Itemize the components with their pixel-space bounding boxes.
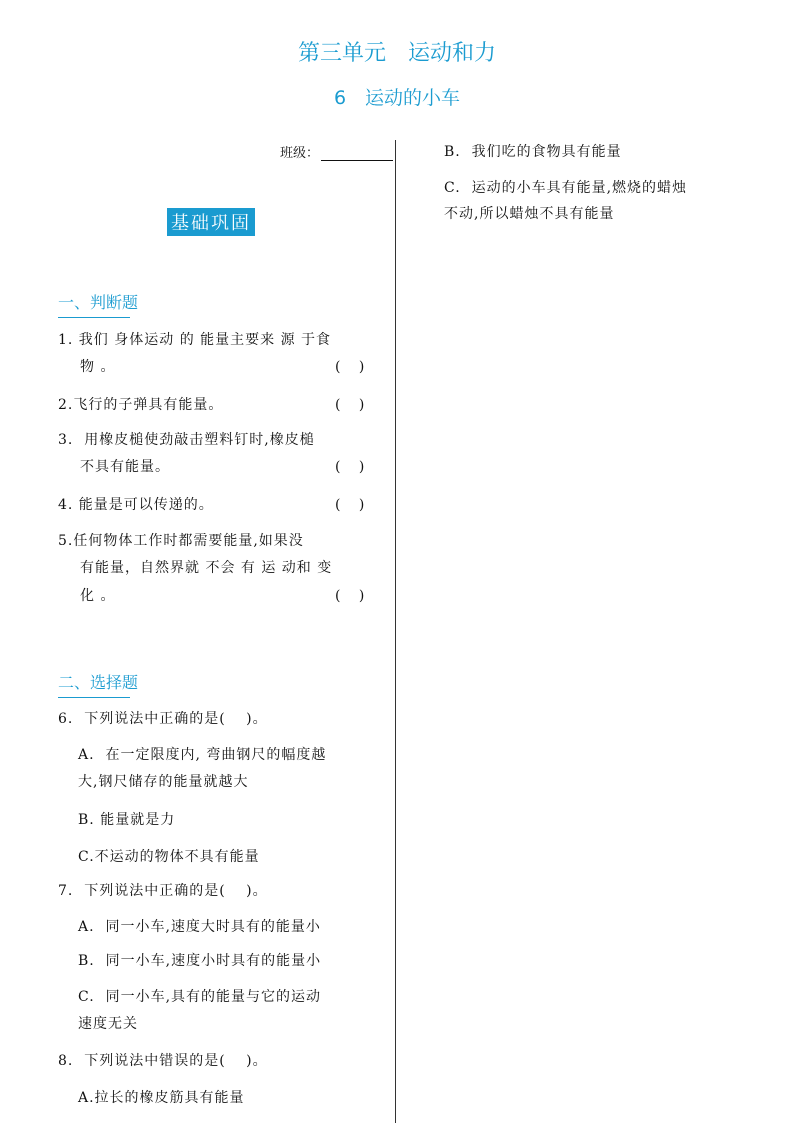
unit-title: 第三单元 运动和力 [297, 41, 496, 66]
q3-answer-paren[interactable]: ( ) [335, 459, 365, 475]
q3-line2: 不具有能量。 [80, 459, 170, 475]
q1-answer-paren[interactable]: ( ) [335, 359, 365, 375]
q6-option-a-line1[interactable]: A. 在一定限度内, 弯曲钢尺的幅度越 [78, 747, 327, 763]
q5-line2: 有能量，自然界就 不会 有 运 动和 变 [80, 560, 333, 576]
q5-answer-paren[interactable]: ( ) [335, 588, 365, 604]
q6-option-c[interactable]: C.不运动的物体不具有能量 [78, 849, 260, 865]
lesson-title: 6 运动的小车 [333, 87, 461, 109]
section-banner: 基础巩固 [167, 208, 255, 236]
q1-line2: 物 。 [80, 359, 116, 375]
q7-option-b[interactable]: B. 同一小车,速度小时具有的能量小 [78, 953, 322, 969]
q5-line3: 化 。 [80, 588, 116, 604]
q7-option-a[interactable]: A. 同一小车,速度大时具有的能量小 [78, 919, 321, 935]
q2-answer-paren[interactable]: ( ) [335, 397, 365, 413]
q4-text: 4. 能量是可以传递的。 [58, 497, 214, 513]
judge-heading: 一、判断题 [58, 290, 138, 313]
choice-heading: 二、选择题 [58, 670, 138, 693]
q8-option-b[interactable]: B. 我们吃的食物具有能量 [444, 144, 622, 160]
q2-text: 2.飞行的子弹具有能量。 [58, 397, 224, 413]
column-divider [395, 140, 396, 1123]
q8-option-a[interactable]: A.拉长的橡皮筋具有能量 [78, 1090, 245, 1106]
q4-answer-paren[interactable]: ( ) [335, 497, 365, 513]
q8-option-c-line2[interactable]: 不动,所以蜡烛不具有能量 [444, 206, 615, 222]
q8-text: 8. 下列说法中错误的是( )。 [58, 1053, 268, 1069]
q6-text: 6. 下列说法中正确的是( )。 [58, 711, 268, 727]
q7-text: 7. 下列说法中正确的是( )。 [58, 883, 268, 899]
class-blank[interactable] [321, 146, 393, 161]
q7-option-c-line1[interactable]: C. 同一小车,具有的能量与它的运动 [78, 989, 322, 1005]
q1-line1: 1. 我们 身体运动 的 能量主要来 源 于食 [58, 332, 332, 348]
q6-option-a-line2[interactable]: 大,钢尺储存的能量就越大 [78, 774, 249, 790]
class-label: 班级： [280, 146, 320, 161]
q6-option-b[interactable]: B. 能量就是力 [78, 812, 176, 828]
q3-line1: 3. 用橡皮槌使劲敲击塑料钉时,橡皮槌 [58, 432, 315, 448]
q5-line1: 5.任何物体工作时都需要能量,如果没 [58, 533, 304, 549]
q8-option-c-line1[interactable]: C. 运动的小车具有能量,燃烧的蜡烛 [444, 180, 688, 196]
q7-option-c-line2[interactable]: 速度无关 [78, 1016, 138, 1032]
class-field [280, 142, 393, 161]
